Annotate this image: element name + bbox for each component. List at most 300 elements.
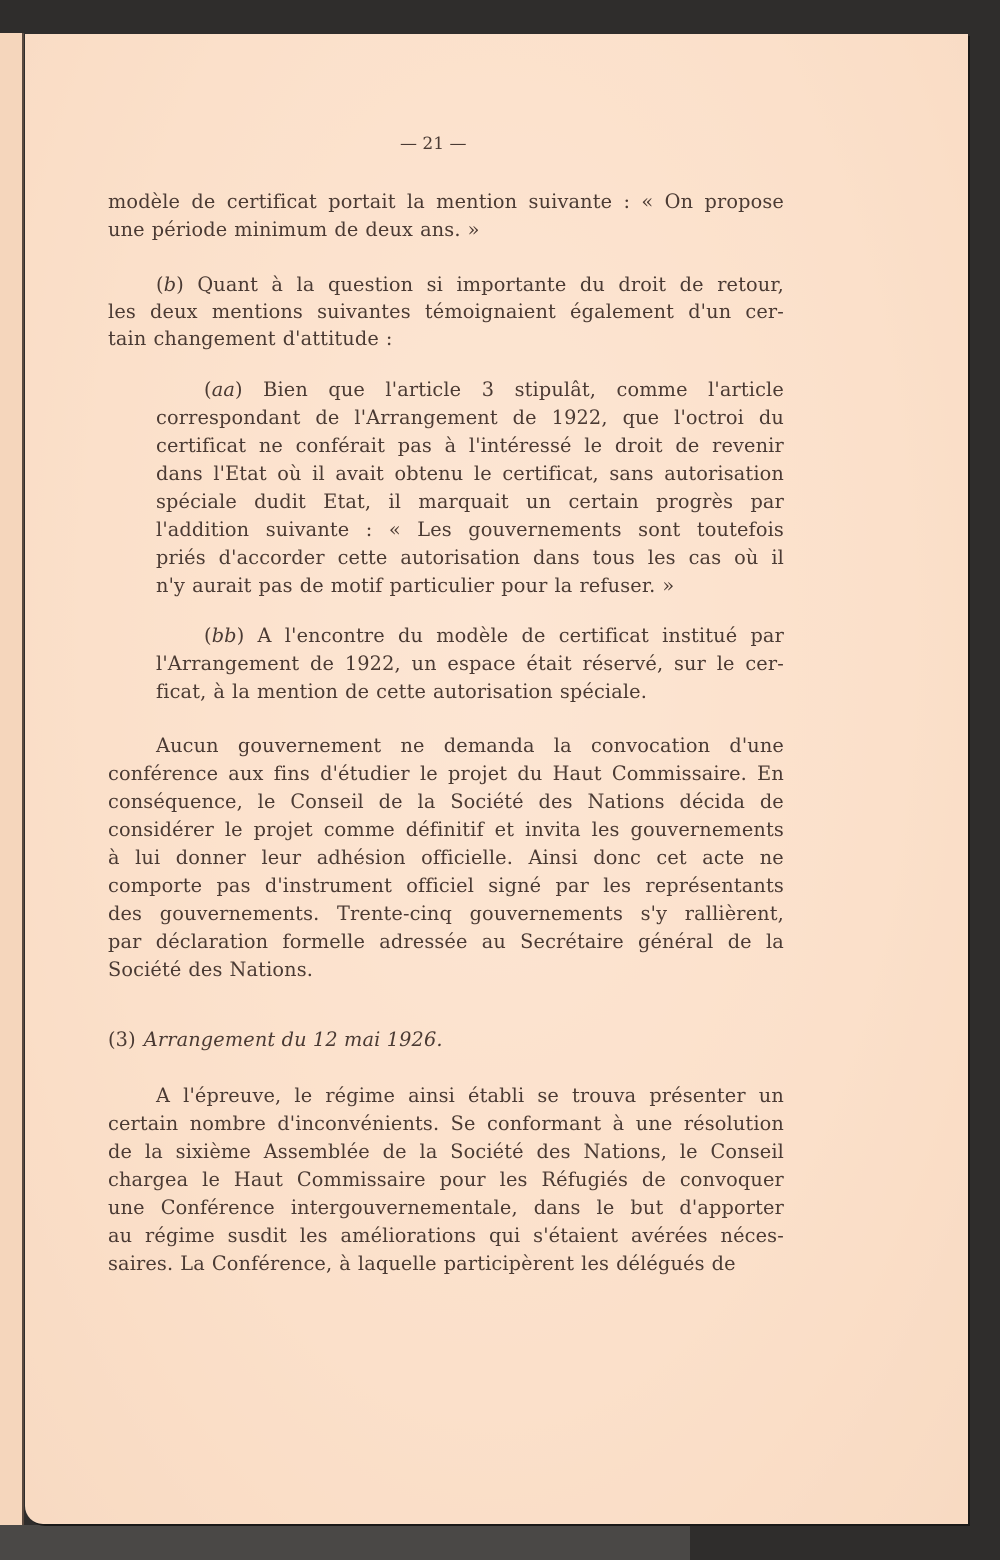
word: de — [675, 434, 700, 457]
word: gouvernement — [237, 734, 382, 757]
text-line — [108, 1250, 784, 1278]
word: ne — [759, 846, 784, 869]
word: Trente-cinq — [337, 902, 452, 925]
word: qui — [488, 1224, 521, 1247]
word: gouvernements — [630, 818, 784, 841]
word: certificat — [156, 434, 247, 457]
word: Nations — [587, 790, 665, 813]
word: lui — [135, 846, 161, 869]
word: acte — [702, 846, 745, 869]
word: la — [553, 734, 572, 757]
word: conférait — [295, 434, 386, 457]
word: Société — [450, 1140, 524, 1163]
word: suivantes — [317, 300, 411, 323]
word: les — [591, 818, 620, 841]
word: au — [108, 1224, 133, 1247]
word: formelle — [282, 930, 366, 953]
word: leur — [261, 846, 302, 869]
word: ans. — [420, 218, 461, 241]
word: d'un — [688, 300, 732, 323]
word: il — [388, 490, 402, 513]
word: des — [538, 790, 573, 813]
word: l'article — [708, 378, 784, 401]
text-line — [156, 432, 784, 460]
word: pas — [397, 434, 432, 457]
word: n'y — [156, 574, 186, 597]
word: réservé, — [582, 652, 664, 675]
word: de — [191, 190, 216, 213]
word: La — [180, 1252, 205, 1275]
word: cas — [688, 546, 722, 569]
word: représentants — [645, 874, 784, 897]
word: Nations, — [583, 1140, 667, 1163]
text-line — [156, 678, 784, 706]
word: cet — [656, 846, 687, 869]
word: cer- — [745, 652, 784, 675]
word: du — [517, 762, 543, 785]
section-heading — [108, 1026, 808, 1054]
word: des — [188, 958, 223, 981]
word: conférence — [108, 762, 219, 785]
word: une — [108, 1196, 145, 1219]
word: correspondant — [156, 406, 301, 429]
word: se — [537, 1084, 559, 1107]
word: déclaration — [155, 930, 269, 953]
word: de — [679, 273, 704, 296]
word: à — [339, 1252, 351, 1275]
word: minimum — [234, 218, 328, 241]
word: le — [419, 762, 438, 785]
word: de — [299, 574, 324, 597]
word: la — [232, 680, 250, 703]
word: suivante — [528, 190, 613, 213]
word: de — [310, 652, 335, 675]
word: pour — [439, 1168, 486, 1191]
word: un — [758, 1084, 784, 1107]
word: d'accorder — [218, 546, 325, 569]
word: Commissaire — [296, 1168, 426, 1191]
word: de — [711, 1252, 736, 1275]
word: certificat — [558, 624, 649, 647]
word: motif — [330, 574, 383, 597]
word: Quant — [197, 273, 258, 296]
word: où — [277, 462, 302, 485]
text-line — [108, 900, 784, 928]
word: Nations. — [229, 958, 314, 981]
section-title: Arrangement du 12 mai 1926. — [143, 1028, 443, 1051]
word: conformant — [487, 1112, 602, 1135]
word: » — [467, 218, 480, 241]
word: définitif — [405, 818, 484, 841]
word: Aucun — [156, 734, 219, 757]
word: améliorations — [340, 1224, 477, 1247]
word: il — [312, 462, 325, 485]
word: mention — [257, 680, 339, 703]
word: d'inconvénients. — [277, 1112, 440, 1135]
word: gouvernements — [468, 518, 622, 541]
text-line — [156, 544, 784, 572]
word: convoquer — [679, 1168, 784, 1191]
text-line — [204, 376, 784, 404]
word: général — [637, 930, 714, 953]
word: retour, — [717, 273, 784, 296]
word: cette — [376, 680, 427, 703]
text-line — [156, 460, 784, 488]
word: mention — [436, 190, 518, 213]
word: saires. — [108, 1252, 174, 1275]
word: régime — [145, 1224, 215, 1247]
word: Conférence — [160, 1196, 275, 1219]
word: conséquence, — [108, 790, 243, 813]
word: adressée — [379, 930, 468, 953]
word: tain — [108, 327, 147, 350]
word: à — [612, 1112, 625, 1135]
text-line — [108, 788, 784, 816]
text-line — [156, 572, 784, 600]
text-line — [156, 404, 784, 432]
word: ne — [258, 434, 283, 457]
word: Société — [450, 790, 524, 813]
word: de — [382, 1140, 407, 1163]
word: » — [662, 574, 675, 597]
word: tous — [592, 546, 635, 569]
word: projet — [448, 762, 508, 785]
text-line — [108, 816, 784, 844]
word: de — [334, 218, 359, 241]
word: projet — [253, 818, 313, 841]
word: officiel — [406, 874, 475, 897]
word: rallièrent, — [684, 902, 784, 925]
word: présenter — [649, 1084, 746, 1107]
word: sixième — [175, 1140, 251, 1163]
word: s'étaient — [533, 1224, 619, 1247]
previous-page-edge — [0, 33, 24, 1525]
word: institué — [662, 624, 738, 647]
word: témoignaient — [424, 300, 556, 323]
text-line — [108, 325, 784, 353]
word: demanda — [443, 734, 535, 757]
word: période — [151, 218, 228, 241]
word: autorisation — [664, 462, 784, 485]
word: autorisation — [400, 546, 521, 569]
word: : — [623, 190, 631, 213]
word: deux — [365, 218, 414, 241]
word: considérer — [108, 818, 214, 841]
word: un — [411, 652, 437, 675]
word: certificat, — [502, 462, 599, 485]
word: certificat — [226, 190, 317, 213]
word: un — [526, 490, 552, 513]
text-line — [108, 956, 784, 984]
word: « — [388, 518, 401, 541]
word: intergouvernementale, — [290, 1196, 518, 1219]
text-line — [156, 271, 784, 299]
word: comme — [323, 818, 395, 841]
word: avait — [335, 462, 384, 485]
word: aurait — [192, 574, 252, 597]
word: Haut — [233, 1168, 283, 1191]
word: une — [108, 218, 145, 241]
word: les — [647, 546, 676, 569]
word: gouvernements. — [159, 902, 320, 925]
word: sont — [638, 518, 681, 541]
word: néces- — [720, 1224, 784, 1247]
word: obtenu — [394, 462, 464, 485]
word: Conseil — [710, 1140, 784, 1163]
word: donc — [593, 846, 641, 869]
word: donner — [175, 846, 247, 869]
word: Conseil — [290, 790, 364, 813]
word: le — [596, 1196, 615, 1219]
word: de — [512, 406, 537, 429]
text-line — [156, 650, 784, 678]
word: le — [202, 1168, 221, 1191]
word: deux — [150, 300, 198, 323]
word: l'article — [385, 378, 462, 401]
word: dans — [156, 462, 203, 485]
word: de — [345, 680, 370, 703]
word: d'une — [729, 734, 784, 757]
word: le — [294, 1084, 313, 1107]
word: chargea — [108, 1168, 189, 1191]
word: droit — [614, 434, 663, 457]
word: au — [481, 930, 506, 953]
word: certain — [108, 1112, 179, 1135]
word: la — [144, 1140, 163, 1163]
word: la — [765, 930, 784, 953]
word: à — [108, 846, 120, 869]
word: comporte — [108, 874, 203, 897]
word: : — [385, 327, 393, 350]
word: avérées — [630, 1224, 708, 1247]
word: changement — [153, 327, 276, 350]
word: les — [108, 300, 136, 323]
text-line — [108, 216, 784, 244]
word: espace — [447, 652, 516, 675]
word: importante — [456, 273, 567, 296]
text-line — [156, 488, 784, 516]
text-line — [108, 928, 784, 956]
text-line — [108, 1194, 784, 1222]
word: le — [473, 462, 492, 485]
word: participèrent — [443, 1252, 575, 1275]
word: de — [759, 790, 784, 813]
text-line — [108, 188, 784, 216]
word: portait — [328, 190, 396, 213]
word: la — [406, 190, 425, 213]
word: pas — [258, 574, 293, 597]
text-line — [108, 1166, 784, 1194]
word: les — [603, 874, 632, 897]
word: ainsi — [408, 1084, 455, 1107]
word: que — [622, 406, 660, 429]
word: les — [499, 1168, 528, 1191]
word: ficat, — [156, 680, 207, 703]
word: de — [378, 790, 403, 813]
word: Réfugiés — [541, 1168, 628, 1191]
word: délégués — [616, 1252, 705, 1275]
word: l'addition — [156, 518, 250, 541]
word: trouva — [571, 1084, 637, 1107]
text-line — [108, 844, 784, 872]
word: certain — [568, 490, 639, 513]
word: à — [213, 680, 226, 703]
paragraph-label: (bb) — [204, 624, 245, 647]
word: but — [630, 1196, 664, 1219]
word: Conférence, — [211, 1252, 333, 1275]
word: où — [734, 546, 759, 569]
word: le — [716, 652, 735, 675]
word: A — [257, 624, 272, 647]
word: adhésion — [316, 846, 406, 869]
word: Bien — [263, 378, 308, 401]
text-line — [108, 872, 784, 900]
word: Assemblée — [263, 1140, 370, 1163]
section-number: (3) — [108, 1028, 136, 1051]
word: mentions — [211, 300, 303, 323]
word: modèle — [436, 624, 509, 647]
word: laquelle — [357, 1252, 437, 1275]
word: régime — [325, 1084, 396, 1107]
text-line — [108, 1138, 784, 1166]
page-number-text: — 21 — — [400, 134, 467, 154]
word: du — [397, 624, 424, 647]
word: d'étudier — [320, 762, 410, 785]
word: de — [315, 406, 340, 429]
word: le — [224, 818, 243, 841]
word: du — [758, 406, 784, 429]
word: spéciale. — [559, 680, 648, 703]
word: il — [771, 546, 784, 569]
text-line — [108, 1222, 784, 1250]
word: pas — [216, 874, 251, 897]
word: l'épreuve, — [183, 1084, 282, 1107]
word: sans — [609, 462, 654, 485]
word: refuser. — [579, 574, 656, 597]
text-line — [108, 298, 784, 326]
word: gouvernements — [469, 902, 623, 925]
word: progrès — [656, 490, 734, 513]
word: le — [584, 434, 603, 457]
word: par — [750, 624, 784, 647]
word: que — [328, 378, 365, 401]
word: l'encontre — [284, 624, 385, 647]
word: Commissaire. — [611, 762, 747, 785]
word: de — [641, 1168, 666, 1191]
word: dudit — [254, 490, 306, 513]
word: dans — [533, 1196, 581, 1219]
text-line — [108, 1110, 784, 1138]
word: cette — [337, 546, 388, 569]
word: 3 — [481, 378, 495, 401]
text-line — [156, 516, 784, 544]
word: des — [108, 902, 143, 925]
word: En — [757, 762, 784, 785]
word: était — [526, 652, 572, 675]
word: s'y — [640, 902, 668, 925]
word: Secrétaire — [520, 930, 624, 953]
word: toutefois — [696, 518, 784, 541]
word: par — [108, 930, 142, 953]
word: cer- — [745, 300, 784, 323]
word: On — [664, 190, 694, 213]
text-line — [204, 622, 784, 650]
word: la — [417, 790, 436, 813]
word: revenir — [712, 434, 784, 457]
word: 1922, — [551, 406, 608, 429]
word: question — [327, 273, 414, 296]
word: propose — [704, 190, 784, 213]
word: l'Arrangement — [354, 406, 498, 429]
word: l'intéressé — [468, 434, 572, 457]
word: le — [257, 790, 276, 813]
word: l'Arrangement — [156, 652, 300, 675]
word: convocation — [590, 734, 711, 757]
word: les — [299, 1224, 328, 1247]
word: A — [156, 1084, 171, 1107]
word: fins — [273, 762, 310, 785]
word: dans — [533, 546, 580, 569]
word: par — [555, 874, 589, 897]
word: la — [554, 574, 573, 597]
word: Haut — [552, 762, 602, 785]
word: une — [635, 1112, 673, 1135]
word: la — [419, 1140, 438, 1163]
word: autorisation — [433, 680, 553, 703]
word: particulier — [389, 574, 495, 597]
word: Société — [108, 958, 182, 981]
word: décida — [679, 790, 745, 813]
word: pour — [501, 574, 548, 597]
word: Se — [450, 1112, 476, 1135]
word: la — [296, 273, 315, 296]
word: Ainsi — [528, 846, 578, 869]
word: sur — [674, 652, 706, 675]
word: priés — [156, 546, 206, 569]
word: et — [494, 818, 515, 841]
word: modèle — [108, 190, 181, 213]
word: suivante — [265, 518, 350, 541]
word: des — [536, 1140, 571, 1163]
scan-background — [0, 1525, 690, 1560]
text-line — [156, 732, 784, 760]
word: de — [521, 624, 546, 647]
word: aux — [228, 762, 264, 785]
word: si — [426, 273, 443, 296]
word: ne — [400, 734, 425, 757]
word: « — [641, 190, 654, 213]
text-line — [156, 1082, 784, 1110]
word: établi — [468, 1084, 525, 1107]
word: droit — [618, 273, 667, 296]
word: de — [108, 1140, 133, 1163]
word: 1922, — [344, 652, 401, 675]
word: le — [679, 1140, 698, 1163]
word: par — [750, 490, 784, 513]
word: marquait — [418, 490, 509, 513]
word: de — [727, 930, 752, 953]
word: du — [579, 273, 605, 296]
word: l'Etat — [213, 462, 267, 485]
word: : — [365, 518, 373, 541]
word: d'instrument — [264, 874, 393, 897]
word: susdit — [227, 1224, 287, 1247]
word: également — [570, 300, 675, 323]
word: Etat, — [323, 490, 372, 513]
word: comme — [616, 378, 688, 401]
word: Les — [417, 518, 452, 541]
word: officielle. — [421, 846, 514, 869]
